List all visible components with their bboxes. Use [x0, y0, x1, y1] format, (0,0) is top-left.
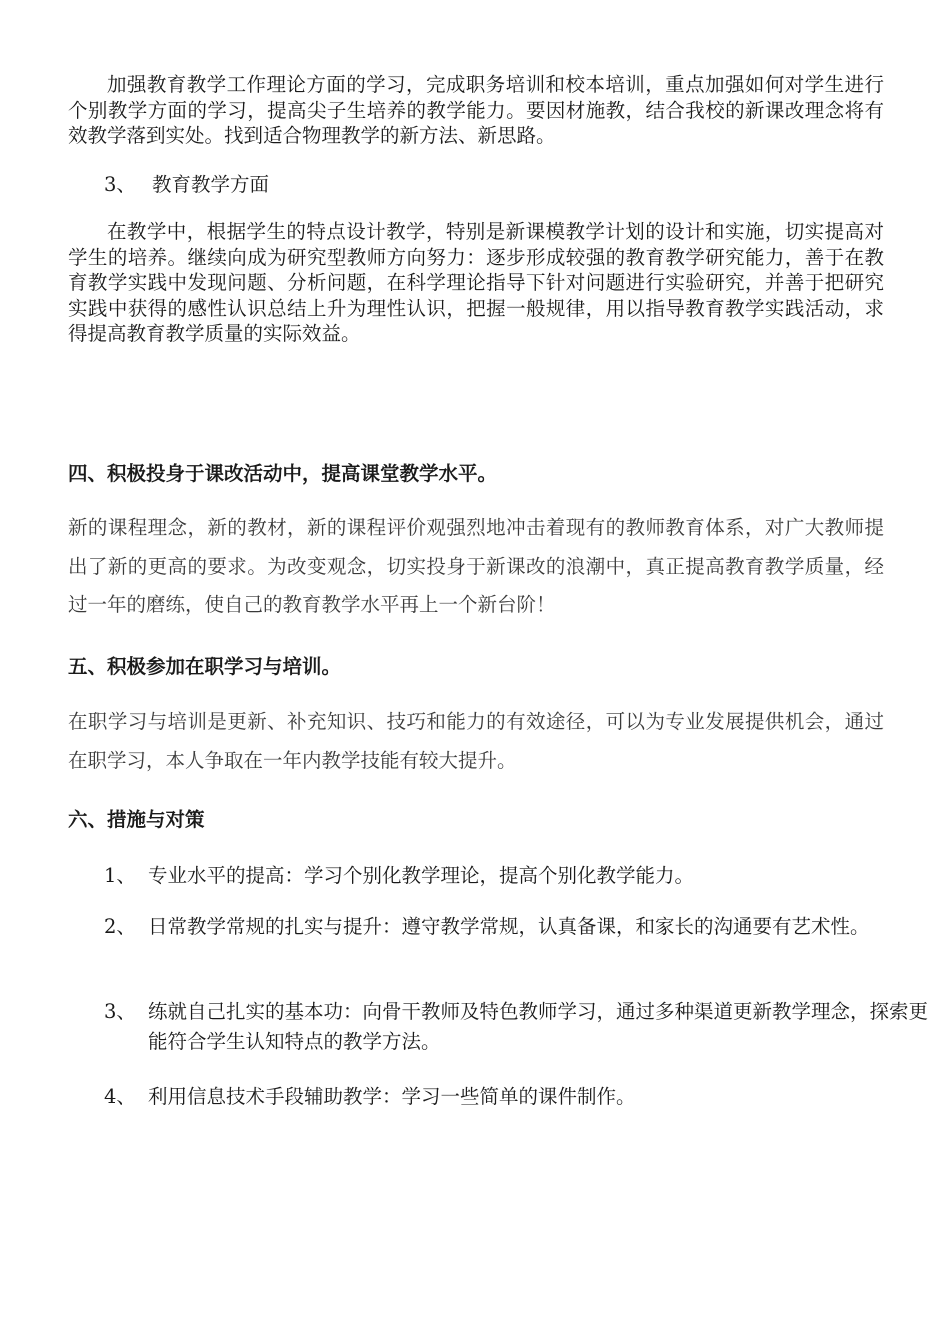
list-item-number: 3、	[104, 1000, 136, 1023]
list-item-2	[104, 912, 928, 942]
list-item-text: 利用信息技术手段辅助教学：学习一些简单的课件制作。	[148, 1085, 636, 1108]
paragraph-theory-study: 加强教育教学工作理论方面的学习，完成职务培训和校本培训，重点加强如何对学生进行个别教学方面的学习，提高尖子生培养的教学能力。要因材施教，结合我校的新课改理念将有效教学落到实处。找到适合物理教学的新方法、新思路。	[68, 73, 884, 147]
list-item-text: 练就自己扎实的基本功：向骨干教师及特色教师学习，通过多种渠道更新教学理念，探索更能符合学生认知特点的教学方法。	[148, 1000, 929, 1053]
section-body-5: 在职学习与培训是更新、补充知识、技巧和能力的有效途径，可以为专业发展提供机会，通过在职学习，本人争取在一年内教学技能有较大提升。	[68, 710, 884, 772]
list-item-number: 2、	[104, 915, 136, 938]
list-item-text: 专业水平的提高：学习个别化教学理论，提高个别化教学能力。	[148, 864, 695, 887]
section-heading-6: 六、措施与对策	[68, 808, 205, 831]
paragraph-teaching-practice: 在教学中，根据学生的特点设计教学，特别是新课模教学计划的设计和实施，切实提高对学生的培养。继续向成为研究型教师方向努力：逐步形成较强的教育教学研究能力，善于在教育教学实践中发现问题、分析问题，在科学理论指导下针对问题进行实验研究，并善于把研究实践中获得的感性认识总结上升为理性认识，把握一般规律，用以指导教育教学实践活动，求得提高教育教学质量的实际效益。	[68, 220, 884, 345]
section-body-4: 新的课程理念，新的教材，新的课程评价观强烈地冲击着现有的教师教育体系，对广大教师提出了新的更高的要求。为改变观念，切实投身于新课改的浪潮中，真正提高教育教学质量，经过一年的磨练，使自己的教育教学水平再上一个新台阶！	[68, 516, 884, 616]
subheading-teaching	[104, 172, 269, 198]
list-item-4	[104, 1082, 928, 1112]
list-item-text: 日常教学常规的扎实与提升：遵守教学常规，认真备课，和家长的沟通要有艺术性。	[148, 915, 870, 938]
list-item-number: 4、	[104, 1085, 136, 1108]
section-heading-5: 五、积极参加在职学习与培训。	[68, 655, 342, 678]
subheading-number: 3、	[104, 173, 136, 196]
section-heading-4: 四、积极投身于课改活动中，提高课堂教学水平。	[68, 462, 498, 485]
list-item-1	[104, 861, 928, 891]
list-item-3	[104, 997, 928, 1057]
list-item-number: 1、	[104, 864, 136, 887]
subheading-title: 教育教学方面	[152, 173, 270, 196]
